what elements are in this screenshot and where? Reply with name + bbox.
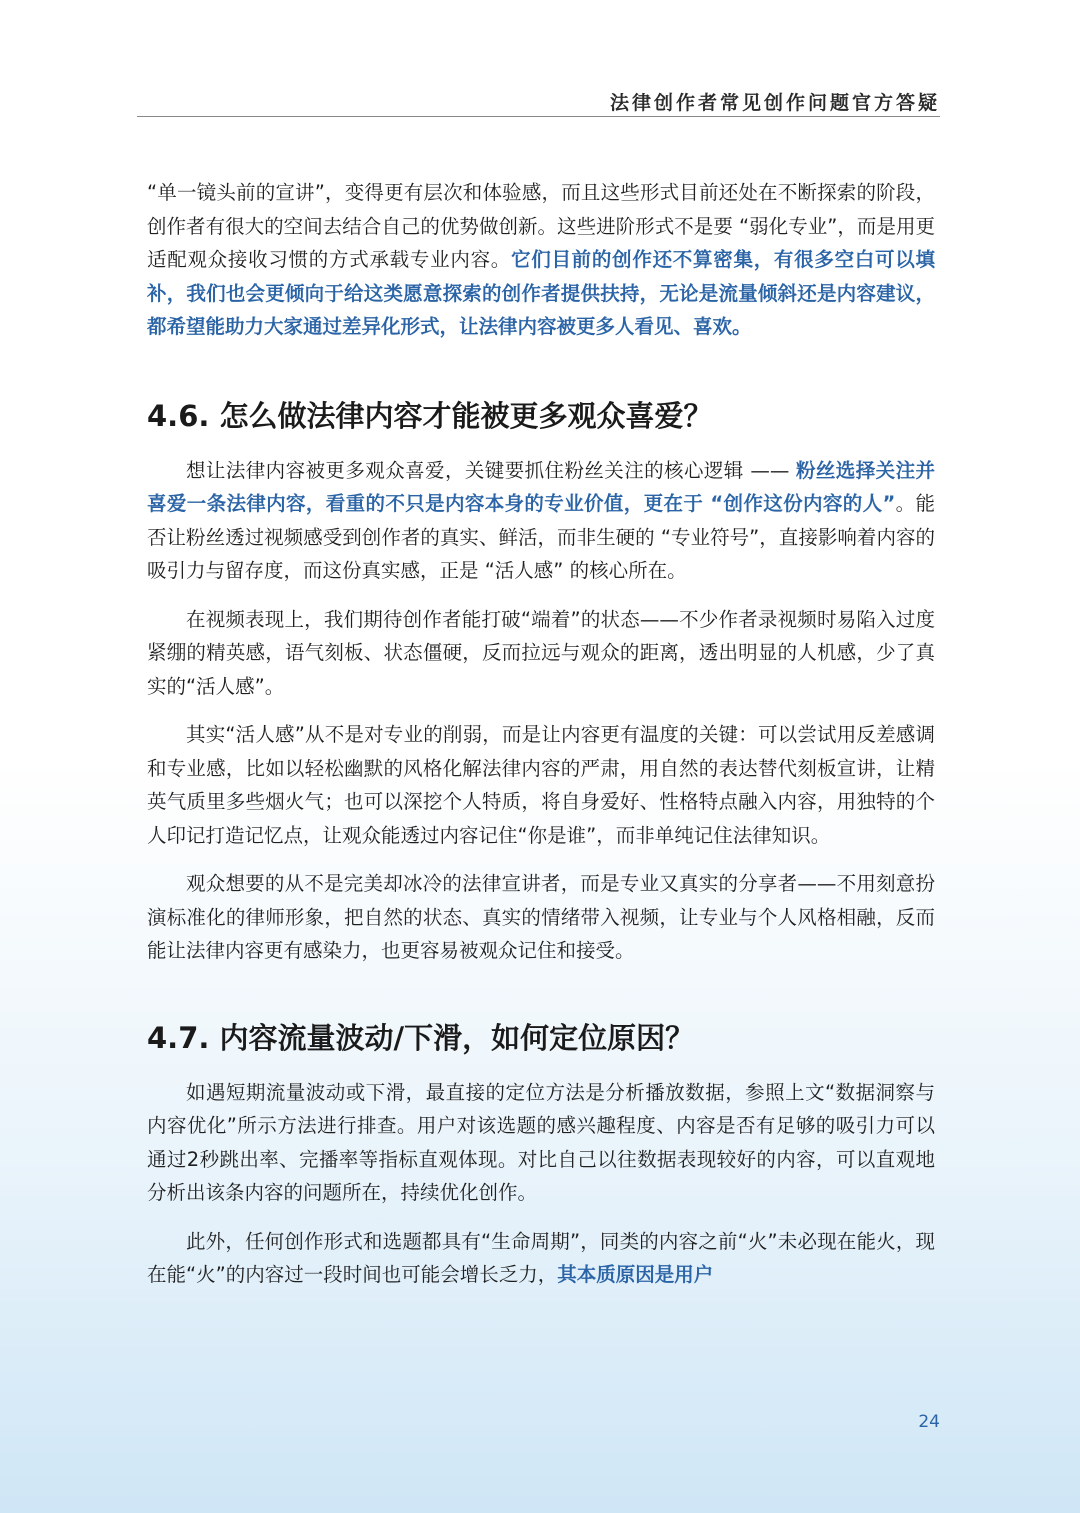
paragraph-highlight: 粉丝选择关注并喜爱一条法律内容，看重的不只是内容本身的专业价值，更在于 “创作这份内容的人”: [147, 458, 935, 515]
page-content: [147, 176, 935, 1292]
running-header: 法律创作者常见创作问题官方答疑: [609, 92, 940, 114]
intro-paragraph: [147, 176, 935, 344]
intro-text: “单一镜头前的宣讲”，变得更有层次和体验感，而且这些形式目前还处在不断探索的阶段，创作者有很大的空间去结合自己的优势做创新。这些进阶形式不是要 “弱化专业”，而是用更适配观众接收习惯的方式承载专业内容。: [147, 181, 935, 271]
page-number: 24: [918, 1412, 940, 1432]
section-4-7-paragraph-1: 如遇短期流量波动或下滑，最直接的定位方法是分析播放数据，参照上文“数据洞察与内容优化”所示方法进行排查。用户对该选题的感兴趣程度、内容是否有足够的吸引力可以通过2秒跳出率、完播率等指标直观体现。对比自己以往数据表现较好的内容，可以直观地分析出该条内容的问题所在，持续优化创作。: [147, 1080, 935, 1204]
paragraph-text: 。能否让粉丝透过视频感受到创作者的真实、鲜活，而非生硬的 “专业符号”，直接影响着内容的吸引力与留存度，而这份真实感，正是 “活人感” 的核心所在。: [147, 492, 935, 582]
section-heading-4-6: 4.6. 怎么做法律内容才能被更多观众喜爱？: [147, 398, 713, 433]
header-divider: [137, 116, 940, 117]
section-heading-4-7: 4.7. 内容流量波动/下滑，如何定位原因？: [147, 1020, 695, 1055]
paragraph-text: 想让法律内容被更多观众喜爱，关键要抓住粉丝关注的核心逻辑 ——: [186, 458, 796, 482]
section-4-6-paragraph-1: [147, 454, 935, 588]
intro-highlight: 它们目前的创作还不算密集，有很多空白可以填补，我们也会更倾向于给这类愿意探索的创作者提供扶持，无论是流量倾斜还是内容建议，都希望能助力大家通过差异化形式，让法律内容被更多人看见、喜欢。: [147, 248, 935, 338]
paragraph-highlight: 其本质原因是用户: [557, 1263, 714, 1286]
section-4-6-paragraph-2: 在视频表现上，我们期待创作者能打破“端着”的状态——不少作者录视频时易陷入过度紧绷的精英感，语气刻板、状态僵硬，反而拉远与观众的距离，透出明显的人机感，少了真实的“活人感”。: [147, 607, 935, 698]
section-4-6-paragraph-3: 其实“活人感”从不是对专业的削弱，而是让内容更有温度的关键：可以尝试用反差感调和专业感，比如以轻松幽默的风格化解法律内容的严肃，用自然的表达替代刻板宣讲，让精英气质里多些烟火气；也可以深挖个人特质，将自身爱好、性格特点融入内容，用独特的个人印记打造记忆点，让观众能透过内容记住“你是谁”，而非单纯记住法律知识。: [147, 723, 935, 847]
section-4-6-paragraph-4: 观众想要的从不是完美却冰冷的法律宣讲者，而是专业又真实的分享者——不用刻意扮演标准化的律师形象，把自然的状态、真实的情绪带入视频，让专业与个人风格相融，反而能让法律内容更有感染力，也更容易被观众记住和接受。: [147, 872, 935, 962]
section-4-7-paragraph-2: [147, 1225, 935, 1292]
paragraph-text: 此外，任何创作形式和选题都具有“生命周期”，同类的内容之前“火”未必现在能火，现在能“火”的内容过一段时间也可能会增长乏力，: [147, 1229, 935, 1286]
